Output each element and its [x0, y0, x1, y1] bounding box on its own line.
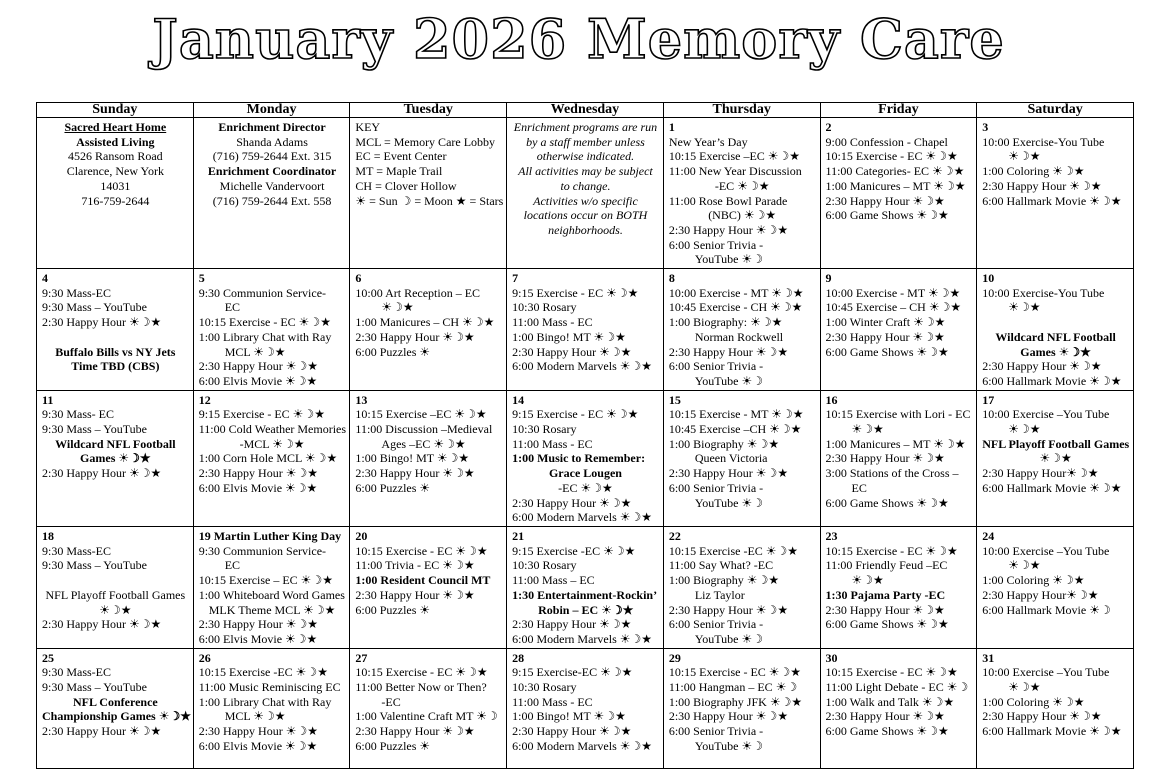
activity-line: 1:00 Walk and Talk ☀☽★	[825, 694, 955, 709]
activity-line: 10:15 Exercise with Lori - EC	[825, 407, 971, 422]
activity-line: 2:30 Happy Hour ☀☽★	[668, 222, 789, 237]
activity-line: 2:30 Happy Hour ☀☽★	[982, 178, 1102, 193]
director-phone: (716) 759-2644 Ext. 315	[212, 149, 332, 164]
activity-line: 1:00 Manicures – MT ☀☽★	[825, 178, 966, 193]
activity-line: 6:00 Elvis Movie ☀☽★	[198, 738, 318, 753]
activity-line: 6:00 Game Shows ☀☽★	[825, 208, 949, 223]
activity-line: 11:00 Mass – EC	[512, 573, 595, 588]
day-cell-jan-22	[663, 526, 820, 648]
activity-line: ☀☽★	[1008, 300, 1041, 315]
day-cell-jan-10	[977, 269, 1134, 391]
day-cell-jan-24	[977, 526, 1134, 648]
activity-line: 2:30 Happy Hour ☀☽★	[512, 617, 632, 632]
enrichment-note-line: Activities w/o specific	[533, 193, 638, 208]
activity-line: Liz Taylor	[694, 587, 745, 602]
activity-line: 9:30 Mass – YouTube	[42, 558, 147, 573]
activity-line: ☀☽★	[851, 573, 884, 588]
activity-line: -EC	[381, 694, 401, 709]
activity-line: 2:30 Happy Hour ☀☽★	[825, 329, 945, 344]
activity-line: (NBC) ☀☽★	[708, 208, 777, 223]
day-number: 9	[825, 271, 832, 286]
activity-line: 1:00 Manicures – MT ☀☽★	[825, 436, 966, 451]
activity-line: 2:30 Happy Hour ☀☽★	[198, 617, 318, 632]
activity-line: 6:00 Senior Trivia -	[668, 724, 764, 739]
activity-line: 10:00 Exercise –You Tube	[982, 407, 1110, 422]
activity-line: 6:00 Puzzles ☀	[355, 344, 431, 359]
day-cell-jan-2	[820, 118, 977, 269]
day-number: 2	[825, 120, 832, 134]
activity-line: 6:00 Senior Trivia -	[668, 617, 764, 632]
home-city: Clarence, New York	[66, 164, 164, 179]
activity-line: 2:30 Happy Hour ☀☽★	[42, 724, 162, 739]
activity-line: 11:00 Light Debate - EC ☀☽	[825, 680, 969, 695]
day-cell-jan-17	[977, 390, 1134, 526]
day-number: 12	[198, 392, 211, 407]
activity-line: 2:30 Happy Hour ☀☽★	[668, 602, 789, 617]
activity-line	[982, 315, 1129, 330]
day-cell-jan-21	[507, 526, 664, 648]
day-cell-jan-1	[663, 118, 820, 269]
activity-line: -MCL ☀☽★	[239, 436, 305, 451]
activity-line: 11:00 Say What? -EC	[668, 558, 774, 573]
week-row-1	[37, 118, 1134, 269]
day-number: 31	[982, 650, 995, 665]
activity-line: 6:00 Senior Trivia -	[668, 359, 764, 374]
day-number: 23	[825, 528, 838, 543]
activity-line: 2:30 Happy Hour ☀☽★	[668, 466, 789, 481]
activity-line: 1:00 Winter Craft ☀☽★	[825, 315, 946, 330]
weekday-sunday: Sunday	[37, 103, 194, 118]
activity-line: 11:00 Hangman – EC ☀☽	[668, 680, 798, 695]
day-number: 1	[668, 120, 675, 134]
activity-line: 1:00 Bingo! MT ☀☽★	[355, 451, 470, 466]
day-cell-jan-13	[350, 390, 507, 526]
activity-line: Time TBD (CBS)	[71, 359, 160, 374]
day-cell-jan-18	[37, 526, 194, 648]
enrichment-note-line: otherwise indicated.	[536, 149, 635, 164]
day-cell-jan-27	[350, 648, 507, 768]
activity-line: 10:15 Exercise - MT ☀☽★	[668, 407, 804, 422]
day-cell-jan-29	[663, 648, 820, 768]
day-number: 22	[668, 528, 681, 543]
activity-line: YouTube ☀☽	[694, 495, 764, 510]
activity-line: ☀☽★	[1008, 422, 1041, 437]
coordinator-phone: (716) 759-2644 Ext. 558	[212, 193, 332, 208]
day-number: 4	[42, 271, 48, 286]
activity-line: 6:00 Game Shows ☀☽★	[825, 495, 949, 510]
activity-line: 1:00 Biography JFK ☀☽★	[668, 694, 803, 709]
activity-line: ☀☽★	[1008, 558, 1041, 573]
activity-line: Norman Rockwell	[694, 329, 784, 344]
day-number: 20	[355, 528, 368, 543]
home-street: 4526 Ransom Road	[68, 149, 163, 164]
activity-line: 10:15 Exercise - EC ☀☽★	[825, 543, 958, 558]
activity-line: Games ☀☽★	[80, 451, 151, 466]
activity-line: 10:00 Exercise –You Tube	[982, 543, 1110, 558]
day-number: 8	[668, 271, 675, 286]
activity-line: YouTube ☀☽	[694, 252, 764, 267]
day-cell-jan-31	[977, 648, 1134, 768]
day-number: 28	[512, 650, 525, 665]
activity-line: EC	[851, 480, 867, 495]
activity-line: 9:30 Mass-EC	[42, 665, 111, 680]
key-mcl: MCL = Memory Care Lobby	[355, 134, 496, 149]
home-zip: 14031	[100, 178, 131, 193]
activity-line: 10:45 Exercise - CH ☀☽★	[668, 300, 803, 315]
day-cell-jan-19	[193, 526, 350, 648]
activity-line: 2:30 Happy Hour ☀☽★	[355, 724, 475, 739]
activity-line: 6:00 Senior Trivia -	[668, 480, 764, 495]
activity-line: 2:30 Happy Hour ☀☽★	[198, 724, 318, 739]
activity-line: 6:00 Modern Marvels ☀☽★	[512, 510, 653, 525]
day-number: 7	[512, 271, 519, 286]
director-info-cell	[193, 118, 350, 269]
week-row-3	[37, 390, 1134, 526]
activity-line: 6:00 Modern Marvels ☀☽★	[512, 738, 653, 753]
activity-line: 1:00 Corn Hole MCL ☀☽★	[198, 451, 338, 466]
activity-line: 11:00 Music Reminiscing EC	[198, 680, 341, 695]
activity-line: 2:30 Happy Hour ☀☽★	[198, 466, 318, 481]
activity-line: 2:30 Happy Hour ☀☽★	[982, 359, 1102, 374]
weekday-saturday: Saturday	[977, 103, 1134, 118]
week-row-5	[37, 648, 1134, 768]
activity-line: 9:30 Mass-EC	[42, 543, 111, 558]
weekday-header-row	[37, 103, 1134, 118]
activity-line: YouTube ☀☽	[694, 373, 764, 388]
activity-line: 11:00 Categories- EC ☀☽★	[825, 164, 965, 179]
activity-line: 6:00 Game Shows ☀☽★	[825, 344, 949, 359]
enrichment-note-line: Enrichment programs are run	[513, 120, 658, 134]
day-number: 30	[825, 650, 838, 665]
activity-line: 10:30 Rosary	[512, 300, 577, 315]
activity-line: 1:00 Bingo! MT ☀☽★	[512, 329, 626, 344]
activity-line: 2:30 Happy Hour ☀☽★	[668, 709, 789, 724]
activity-line: 1:00 Coloring ☀☽★	[982, 694, 1085, 709]
activity-line: 2:30 Happy Hour ☀☽★	[355, 329, 475, 344]
activity-line: 6:00 Game Shows ☀☽★	[825, 617, 949, 632]
day-cell-jan-16	[820, 390, 977, 526]
day-number: 19 Martin Luther King Day	[198, 528, 342, 543]
day-cell-jan-26	[193, 648, 350, 768]
activity-line: 11:00 Better Now or Then?	[355, 680, 487, 695]
weekday-thursday: Thursday	[663, 103, 820, 118]
activity-line: 6:00 Game Shows ☀☽★	[825, 724, 949, 739]
key-ch: CH = Clover Hollow	[355, 178, 457, 193]
week-row-2	[37, 269, 1134, 391]
activity-line: 10:00 Exercise - MT ☀☽★	[825, 285, 961, 300]
activity-line: ☀☽★	[1008, 680, 1041, 695]
day-number: 5	[198, 271, 205, 286]
key-ec: EC = Event Center	[355, 149, 447, 164]
day-number: 17	[982, 392, 995, 407]
day-cell-jan-12	[193, 390, 350, 526]
activity-line: 9:30 Communion Service-	[198, 285, 327, 300]
director-title: Enrichment Director	[218, 120, 326, 134]
day-cell-jan-6	[350, 269, 507, 391]
activity-line: 2:30 Happy Hour☀☽★	[982, 587, 1099, 602]
activity-line: 2:30 Happy Hour ☀☽★	[512, 495, 632, 510]
activity-line: 6:00 Puzzles ☀	[355, 738, 431, 753]
activity-line: Championship Games ☀☽★	[42, 709, 191, 724]
weekday-tuesday: Tuesday	[350, 103, 507, 118]
activity-line: New Year’s Day	[668, 134, 748, 149]
activity-line: 2:30 Happy Hour ☀☽★	[825, 602, 945, 617]
activity-line: 11:00 New Year Discussion	[668, 164, 802, 179]
activity-line: 10:15 Exercise - EC ☀☽★	[825, 665, 958, 680]
activity-line: 9:30 Mass – YouTube	[42, 300, 147, 315]
day-number: 14	[512, 392, 525, 407]
activity-line: 9:15 Exercise - EC ☀☽★	[512, 407, 639, 422]
activity-line: 10:45 Exercise –CH ☀☽★	[668, 422, 802, 437]
activity-line: 6:00 Hallmark Movie ☀☽★	[982, 193, 1122, 208]
day-cell-jan-8	[663, 269, 820, 391]
activity-line: 2:30 Happy Hour ☀☽★	[668, 344, 789, 359]
activity-line: ☀☽★	[381, 300, 414, 315]
activity-line: 10:15 Exercise - EC ☀☽★	[355, 543, 488, 558]
activity-line: 9:30 Mass-EC	[42, 285, 111, 300]
activity-line: 2:30 Happy Hour ☀☽★	[982, 709, 1102, 724]
activity-line: 9:30 Communion Service-	[198, 543, 327, 558]
activity-line: 6:00 Puzzles ☀	[355, 602, 431, 617]
activity-line: 9:30 Mass – YouTube	[42, 680, 147, 695]
activity-line: ☀☽★	[851, 422, 884, 437]
page-title: January 2026 Memory Care	[152, 7, 1005, 71]
activity-line: 1:30 Pajama Party -EC	[825, 587, 946, 602]
activity-line: 2:30 Happy Hour ☀☽★	[198, 359, 318, 374]
home-phone: 716-759-2644	[81, 193, 150, 208]
day-cell-jan-5	[193, 269, 350, 391]
coordinator-name: Michelle Vandervoort	[219, 178, 325, 193]
activity-line: 10:15 Exercise -EC ☀☽★	[198, 665, 328, 680]
activity-line: 9:15 Exercise - EC ☀☽★	[512, 285, 639, 300]
day-number: 21	[512, 528, 525, 543]
day-number: 11	[42, 392, 54, 407]
activity-line: -EC ☀☽★	[558, 480, 613, 495]
activity-line: Buffalo Bills vs NY Jets	[55, 344, 176, 359]
activity-line: 10:15 Exercise – EC ☀☽★	[198, 573, 333, 588]
day-cell-jan-23	[820, 526, 977, 648]
day-number: 29	[668, 650, 681, 665]
activity-line: 11:00 Mass - EC	[512, 694, 593, 709]
enrichment-note-line: to change.	[560, 178, 611, 193]
activity-line: 6:00 Hallmark Movie ☀☽★	[982, 480, 1122, 495]
activity-line: 1:00 Coloring ☀☽★	[982, 573, 1085, 588]
activity-line: 2:30 Happy Hour ☀☽★	[825, 709, 945, 724]
activity-line: 2:30 Happy Hour ☀☽★	[512, 344, 632, 359]
day-cell-jan-30	[820, 648, 977, 768]
day-cell-jan-4	[37, 269, 194, 391]
week-row-4	[37, 526, 1134, 648]
activity-line: 2:30 Happy Hour ☀☽★	[355, 466, 475, 481]
activity-line: 6:00 Elvis Movie ☀☽★	[198, 631, 318, 646]
home-info-cell	[37, 118, 194, 269]
day-cell-jan-28	[507, 648, 664, 768]
activity-line: -EC ☀☽★	[714, 178, 770, 193]
enrichment-note-line: by a staff member unless	[526, 134, 645, 149]
day-number: 26	[198, 650, 211, 665]
activity-line: 6:00 Hallmark Movie ☀☽	[982, 602, 1111, 617]
activity-line: 1:00 Music to Remember:	[512, 451, 646, 466]
day-cell-jan-11	[37, 390, 194, 526]
activity-line: 1:30 Entertainment-Rockin’	[512, 587, 658, 602]
activity-line: 1:00 Library Chat with Ray	[198, 329, 332, 344]
key-mt: MT = Maple Trail	[355, 164, 443, 179]
activity-line: 1:00 Manicures – CH ☀☽★	[355, 315, 495, 330]
legend-key-cell	[350, 118, 507, 269]
activity-line: 10:15 Exercise -EC ☀☽★	[668, 543, 799, 558]
weekday-wednesday: Wednesday	[507, 103, 664, 118]
activity-line: EC	[224, 558, 241, 573]
day-number: 25	[42, 650, 54, 665]
activity-line: 10:15 Exercise - EC ☀☽★	[355, 665, 488, 680]
activity-line: 11:00 Discussion –Medieval	[355, 422, 493, 437]
activity-line: 11:00 Trivia - EC ☀☽★	[355, 558, 475, 573]
day-number: 18	[42, 528, 54, 543]
enrichment-note-line: locations occur on BOTH	[523, 208, 648, 223]
activity-line: 6:00 Modern Marvels ☀☽★	[512, 359, 653, 374]
day-cell-jan-15	[663, 390, 820, 526]
activity-line: 10:30 Rosary	[512, 558, 577, 573]
activity-line: 10:00 Exercise –You Tube	[982, 665, 1110, 680]
activity-line: MLK Theme MCL ☀☽★	[208, 602, 336, 617]
activity-line: 11:00 Rose Bowl Parade	[668, 193, 788, 208]
activity-line: Queen Victoria	[694, 451, 768, 466]
activity-line: 11:00 Mass - EC	[512, 436, 593, 451]
enrichment-note-cell	[507, 118, 664, 269]
activity-line: 6:00 Modern Marvels ☀☽★	[512, 631, 653, 646]
activity-line: NFL Playoff Football Games	[982, 436, 1130, 451]
activity-line: 6:00 Elvis Movie ☀☽★	[198, 373, 318, 388]
activity-line: YouTube ☀☽	[694, 738, 764, 753]
day-number: 15	[668, 392, 681, 407]
activity-line: 10:15 Exercise - EC ☀☽★	[198, 315, 331, 330]
home-subtitle: Assisted Living	[76, 134, 155, 149]
enrichment-note-line: neighborhoods.	[548, 222, 623, 237]
activity-line: NFL Playoff Football Games	[45, 587, 186, 602]
activity-line: EC	[224, 300, 241, 315]
activity-line: 11:00 Cold Weather Memories	[198, 422, 347, 437]
calendar-grid	[36, 102, 1134, 769]
activity-line: 10:00 Exercise - MT ☀☽★	[668, 285, 804, 300]
activity-line: Ages –EC ☀☽★	[381, 436, 466, 451]
activity-line: NFL Conference	[72, 694, 158, 709]
activity-line: YouTube ☀☽	[694, 631, 764, 646]
activity-line: 1:00 Biography: ☀☽★	[668, 315, 783, 330]
activity-line: 2:30 Happy Hour ☀☽★	[512, 724, 632, 739]
activity-line: 6:00 Elvis Movie ☀☽★	[198, 480, 318, 495]
weekday-friday: Friday	[820, 103, 977, 118]
director-name: Shanda Adams	[236, 134, 308, 149]
activity-line: 1:00 Whiteboard Word Games	[198, 587, 345, 602]
activity-line	[42, 330, 189, 345]
activity-line: 9:15 Exercise - EC ☀☽★	[198, 407, 325, 422]
coordinator-title: Enrichment Coordinator	[207, 164, 337, 179]
activity-line: 2:30 Happy Hour ☀☽★	[825, 451, 945, 466]
activity-line: 10:30 Rosary	[512, 422, 577, 437]
activity-line: 9:30 Mass- EC	[42, 407, 114, 422]
activity-line: Wildcard NFL Football	[995, 329, 1116, 344]
activity-line: 2:30 Happy Hour ☀☽★	[825, 193, 945, 208]
day-cell-jan-3	[977, 118, 1134, 269]
weekday-monday: Monday	[193, 103, 350, 118]
activity-line: 1:00 Library Chat with Ray	[198, 694, 332, 709]
activity-line: 2:30 Happy Hour ☀☽★	[42, 315, 162, 330]
activity-line: 6:00 Puzzles ☀	[355, 480, 431, 495]
activity-line: ☀☽★	[1008, 149, 1041, 164]
activity-line: 6:00 Senior Trivia -	[668, 237, 764, 252]
day-number: 3	[982, 120, 989, 134]
activity-line: 10:15 Exercise –EC ☀☽★	[668, 149, 801, 164]
day-cell-jan-25	[37, 648, 194, 768]
key-heading: KEY	[355, 120, 381, 134]
activity-line: 10:00 Exercise-You Tube	[982, 134, 1105, 149]
key-symbols: ☀ = Sun ☽ = Moon ★ = Stars	[355, 193, 504, 208]
day-cell-jan-7	[507, 269, 664, 391]
activity-line: 9:00 Confession - Chapel	[825, 134, 948, 149]
activity-line: 9:30 Mass – YouTube	[42, 422, 147, 437]
activity-line: 10:45 Exercise – CH ☀☽★	[825, 300, 962, 315]
activity-line: 1:00 Valentine Craft MT ☀☽	[355, 709, 498, 724]
activity-line: 1:00 Coloring ☀☽★	[982, 164, 1085, 179]
activity-line: 11:00 Mass - EC	[512, 315, 593, 330]
day-number: 24	[982, 528, 995, 543]
activity-line: 2:30 Happy Hour ☀☽★	[42, 466, 162, 481]
activity-line: MCL ☀☽★	[224, 709, 286, 724]
activity-line: 10:00 Exercise-You Tube	[982, 285, 1105, 300]
day-cell-jan-14	[507, 390, 664, 526]
activity-line: 1:00 Bingo! MT ☀☽★	[512, 709, 626, 724]
activity-line: 3:00 Stations of the Cross –	[825, 466, 959, 481]
activity-line: MCL ☀☽★	[224, 344, 286, 359]
activity-line: 9:15 Exercise -EC ☀☽★	[512, 543, 636, 558]
activity-line: 2:30 Happy Hour☀☽★	[982, 466, 1099, 481]
day-cell-jan-20	[350, 526, 507, 648]
activity-line: 2:30 Happy Hour ☀☽★	[42, 617, 162, 632]
activity-line: 1:00 Biography ☀☽★	[668, 573, 780, 588]
activity-line: 6:00 Hallmark Movie ☀☽★	[982, 373, 1122, 388]
activity-line: 10:15 Exercise –EC ☀☽★	[355, 407, 487, 422]
activity-line: ☀☽★	[1039, 451, 1072, 466]
activity-line: 10:30 Rosary	[512, 680, 577, 695]
day-number: 27	[355, 650, 368, 665]
day-cell-jan-9	[820, 269, 977, 391]
activity-line: 9:15 Exercise-EC ☀☽★	[512, 665, 633, 680]
activity-line: 10:00 Art Reception – EC	[355, 285, 481, 300]
activity-line: 6:00 Hallmark Movie ☀☽★	[982, 724, 1122, 739]
activity-line: 2:30 Happy Hour ☀☽★	[355, 587, 475, 602]
day-number: 10	[982, 271, 995, 286]
day-number: 16	[825, 392, 838, 407]
day-number: 6	[355, 271, 362, 286]
day-number: 13	[355, 392, 368, 407]
activity-line: Robin – EC ☀☽★	[538, 602, 634, 617]
activity-line: 10:15 Exercise - EC ☀☽★	[825, 149, 958, 164]
activity-line: 11:00 Friendly Feud –EC	[825, 558, 948, 573]
activity-line: 1:00 Biography ☀☽★	[668, 436, 780, 451]
enrichment-note-line: All activities may be subject	[518, 164, 653, 179]
activity-line	[42, 573, 189, 588]
home-name: Sacred Heart Home	[64, 120, 167, 134]
activity-line: Grace Lougen	[548, 466, 622, 481]
activity-line: Wildcard NFL Football	[55, 436, 176, 451]
activity-line: 1:00 Resident Council MT	[355, 573, 491, 588]
activity-line: ☀☽★	[99, 602, 132, 617]
activity-line: 10:15 Exercise - EC ☀☽★	[668, 665, 802, 680]
activity-line: Games ☀☽★	[1020, 344, 1091, 359]
